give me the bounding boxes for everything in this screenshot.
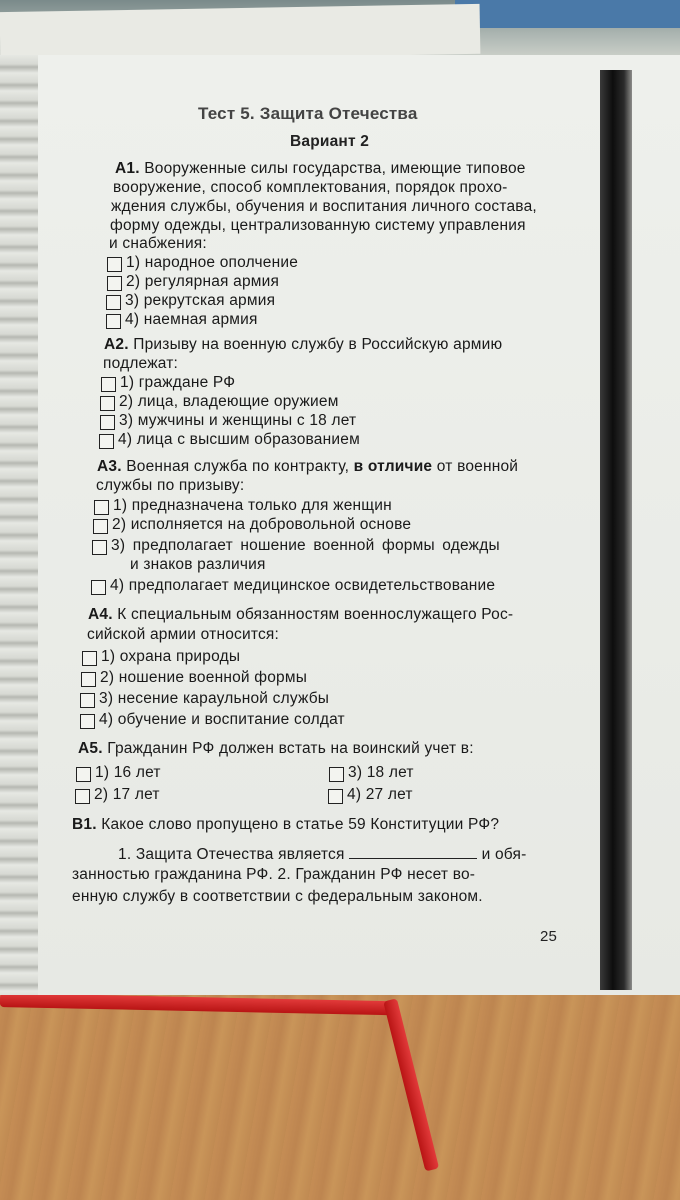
question-a4-line1: А4. К специальным обязанностям военнослужащего Рос-: [88, 606, 514, 623]
option-label: 1) 16 лет: [95, 764, 161, 781]
question-a2-line2: подлежат:: [103, 355, 179, 372]
answer-checkbox[interactable]: [80, 693, 95, 708]
option-label: 2) исполняется на добровольной основе: [112, 516, 412, 533]
answer-checkbox[interactable]: [107, 276, 122, 291]
question-a3-line2: службы по призыву:: [96, 477, 245, 494]
answer-checkbox[interactable]: [107, 257, 122, 272]
question-a1-line2: вооружение, способ комплектования, порядок прохо-: [113, 179, 508, 196]
question-a1-line5: и снабжения:: [109, 235, 207, 252]
question-b1-line1: В1. Какое слово пропущено в статье 59 Конституции РФ?: [72, 816, 500, 833]
question-b1-text-line1: 1. Защита Отечества является и обя-: [118, 846, 527, 863]
option-label: 4) наемная армия: [125, 311, 258, 328]
option-label: 4) предполагает медицинское освидетельствование: [110, 577, 496, 594]
page-number: 25: [540, 928, 558, 945]
answer-checkbox[interactable]: [101, 377, 116, 392]
question-a1-line1: А1. Вооруженные силы государства, имеющие типовое: [115, 160, 526, 177]
answer-checkbox[interactable]: [100, 396, 115, 411]
option-label: 1) охрана природы: [101, 648, 241, 665]
option-label: 2) ношение военной формы: [100, 669, 308, 686]
question-number: А4.: [88, 606, 113, 623]
question-a3-line1: А3. Военная служба по контракту, в отличие от военной: [97, 458, 519, 475]
option-label-continued: и знаков различия: [130, 556, 266, 573]
question-number: А5.: [78, 740, 103, 757]
question-a5-line1: А5. Гражданин РФ должен встать на воинский учет в:: [78, 740, 474, 757]
emphasis-text: в отличие: [353, 458, 433, 475]
option-label: 3) рекрутская армия: [125, 292, 276, 309]
answer-checkbox[interactable]: [93, 519, 108, 534]
variant-title: Вариант 2: [290, 133, 370, 150]
option-label: 3) мужчины и женщины с 18 лет: [119, 412, 357, 429]
option-label: 3) несение караульной службы: [99, 690, 330, 707]
question-a4-line2: сийской армии относится:: [87, 626, 280, 643]
option-label: 1) граждане РФ: [120, 374, 236, 391]
option-label: 4) лица с высшим образованием: [118, 431, 360, 448]
option-label: 2) лица, владеющие оружием: [119, 393, 339, 410]
page-title: Тест 5. Защита Отечества: [198, 104, 418, 123]
answer-checkbox[interactable]: [329, 767, 344, 782]
question-number: А1.: [115, 160, 140, 177]
answer-checkbox[interactable]: [106, 314, 121, 329]
answer-checkbox[interactable]: [80, 714, 95, 729]
answer-checkbox[interactable]: [81, 672, 96, 687]
option-label: 4) обучение и воспитание солдат: [99, 711, 345, 728]
option-label: 4) 27 лет: [347, 786, 413, 803]
answer-checkbox[interactable]: [92, 540, 107, 555]
answer-checkbox[interactable]: [106, 295, 121, 310]
option-label: 2) регулярная армия: [126, 273, 280, 290]
answer-checkbox[interactable]: [328, 789, 343, 804]
question-number: В1.: [72, 816, 97, 833]
option-label: 3) предполагает ношение военной формы одежды: [111, 537, 500, 554]
answer-checkbox[interactable]: [91, 580, 106, 595]
answer-checkbox[interactable]: [94, 500, 109, 515]
option-label: 1) предназначена только для женщин: [113, 497, 392, 514]
answer-checkbox[interactable]: [100, 415, 115, 430]
answer-checkbox[interactable]: [75, 789, 90, 804]
question-b1-text-line3: енную службу в соответствии с федеральным законом.: [72, 888, 483, 905]
question-number: А3.: [97, 458, 122, 475]
question-a1-line4: форму одежды, централизованную систему управления: [110, 217, 526, 234]
question-a1-line3: ждения службы, обучения и воспитания личного состава,: [111, 198, 537, 215]
question-a2-line1: А2. Призыву на военную службу в Российскую армию: [104, 336, 503, 353]
option-label: 3) 18 лет: [348, 764, 414, 781]
answer-checkbox[interactable]: [99, 434, 114, 449]
answer-checkbox[interactable]: [76, 767, 91, 782]
answer-blank-field[interactable]: [349, 845, 477, 859]
question-number: А2.: [104, 336, 129, 353]
answer-checkbox[interactable]: [82, 651, 97, 666]
option-label: 2) 17 лет: [94, 786, 160, 803]
option-label: 1) народное ополчение: [126, 254, 299, 271]
question-b1-text-line2: занностью гражданина РФ. 2. Гражданин РФ несет во-: [72, 866, 476, 883]
